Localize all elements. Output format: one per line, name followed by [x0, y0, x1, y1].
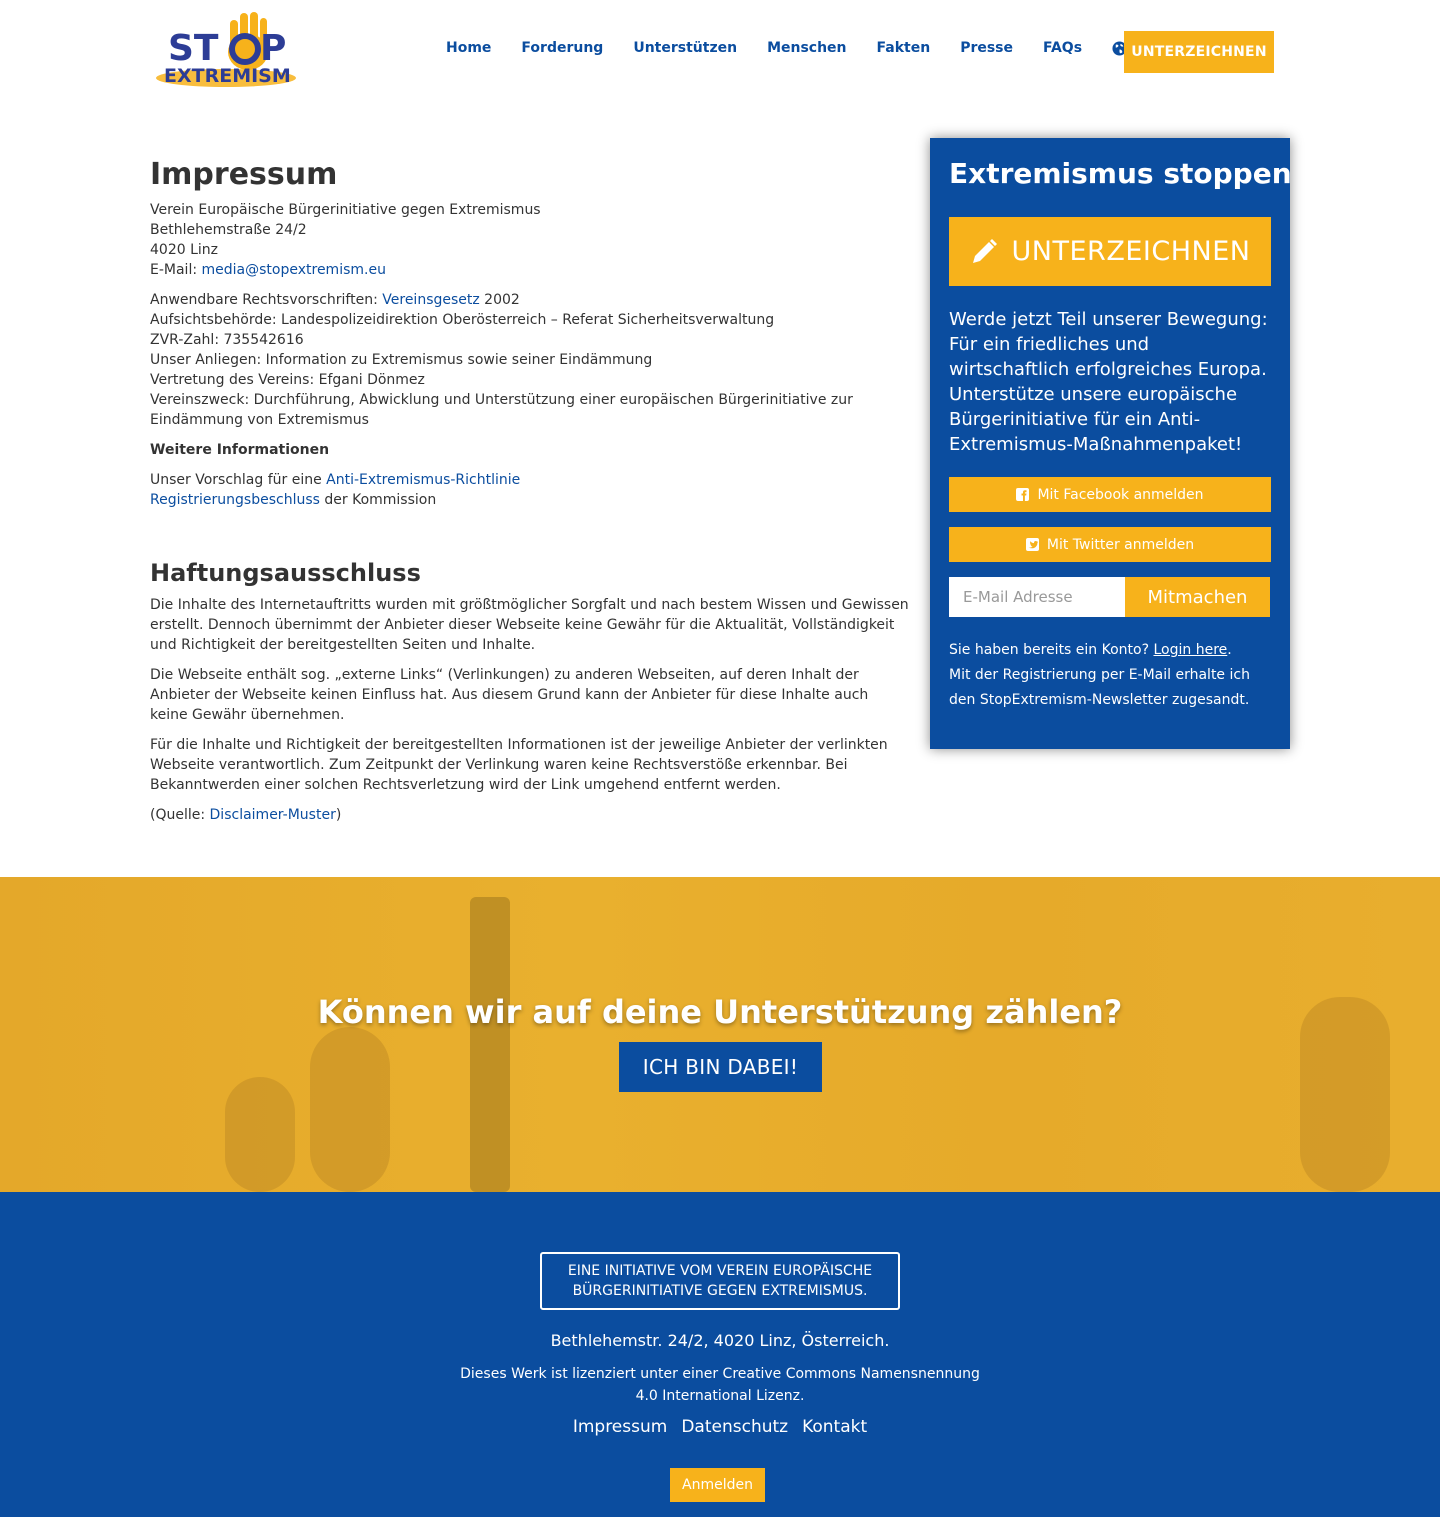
city: 4020 Linz: [150, 242, 218, 258]
banner-headline: Können wir auf deine Unterstützung zählen?: [317, 993, 1123, 1031]
nav-unterstuetzen[interactable]: Unterstützen: [633, 40, 738, 56]
nav-faqs[interactable]: FAQs: [1043, 40, 1083, 56]
disclaimer-paragraph-1: Die Inhalte des Internetauftritts wurden mit größtmöglicher Sorgfalt und nach bestem Wissen und Gewissen erstellt. Dennoch übernimmt der Anbieter dieser Webseite keine Gewähr für die Aktualität, Vollständigkeit und Richtigkeit der bereitgestellten Seiten und Inhalte.: [150, 597, 909, 653]
main-nav: [446, 40, 1172, 56]
disclaimer-title: Haftungsausschluss: [150, 559, 421, 587]
account-prefix: Sie haben bereits ein Konto?: [949, 642, 1154, 658]
sidebar-sign-button[interactable]: [949, 217, 1271, 286]
sidebar-text: Werde jetzt Teil unserer Bewegung: Für ein friedliches und wirtschaftlich erfolgreiches Europa. Unterstütze unsere europäische Bürgerinitiative für ein Anti-Extremismus-Maßnahmenpaket!: [949, 309, 1268, 455]
twitter-icon: [1026, 538, 1039, 551]
disclaimer-paragraph-2: Die Webseite enthält sog. „externe Links“ (Verlinkungen) zu anderen Webseiten, auf deren Inhalt der Anbieter der Webseite keinen Einfluss hat. Aus diesem Grund kann der Anbieter für diese Inhalte auch keine Gewähr übernehmen.: [150, 667, 869, 723]
nav-forderung[interactable]: Forderung: [521, 40, 604, 56]
more-info-links: [150, 470, 910, 510]
nav-presse[interactable]: Presse: [960, 40, 1014, 56]
footer-link-datenschutz[interactable]: Datenschutz: [681, 1417, 789, 1437]
footer-login-button[interactable]: Anmelden: [670, 1468, 765, 1502]
sidebar-footnote: [949, 638, 1271, 713]
email-signup-form: [949, 577, 1271, 617]
initiative-box: EINE INITIATIVE VOM VEREIN EUROPÄISCHE BÜRGERINITIATIVE GEGEN EXTREMISMUS.: [540, 1252, 900, 1310]
email-label: E-Mail:: [150, 262, 202, 278]
vereinsgesetz-link[interactable]: Vereinsgesetz: [382, 292, 480, 308]
hand-logo-icon: [152, 8, 302, 90]
nav-fakten[interactable]: Fakten: [876, 40, 931, 56]
page-title: Impressum: [150, 157, 338, 192]
registration-suffix: der Kommission: [319, 492, 437, 508]
svg-text:EXTREMISM: EXTREMISM: [164, 65, 291, 87]
footer-address: Bethlehemstr. 24/2, 4020 Linz, Österreich.: [550, 1331, 890, 1350]
authority: Aufsichtsbehörde: Landespolizeidirektion Oberösterreich – Referat Sicherheitsverwaltung: [150, 312, 775, 328]
directive-link[interactable]: Anti-Extremismus-Richtlinie: [326, 472, 521, 488]
facebook-login-button[interactable]: [949, 477, 1271, 512]
footer-link-impressum[interactable]: Impressum: [572, 1417, 668, 1437]
sidebar-title: Extremismus stoppen: [949, 157, 1292, 190]
proposal-prefix: Unser Vorschlag für eine: [150, 472, 327, 488]
header-sign-button[interactable]: UNTERZEICHNEN: [1124, 31, 1274, 73]
signup-sidebar: [930, 138, 1290, 749]
source-suffix: ): [335, 807, 342, 823]
join-button[interactable]: Mitmachen: [1125, 577, 1270, 617]
law-label: Anwendbare Rechtsvorschriften:: [150, 292, 383, 308]
email-input[interactable]: [949, 577, 1125, 617]
facebook-login-label: Mit Facebook anmelden: [1037, 486, 1204, 503]
newsletter-note: Mit der Registrierung per E-Mail erhalte ich den StopExtremism-Newsletter zugesandt.: [949, 667, 1250, 708]
banner-background-shape: [470, 897, 510, 1192]
footer-link-kontakt[interactable]: Kontakt: [802, 1417, 868, 1437]
street: Bethlehemstraße 24/2: [150, 222, 307, 238]
sidebar-sign-label: UNTERZEICHNEN: [1011, 236, 1251, 267]
registration-link[interactable]: Registrierungsbeschluss: [150, 492, 320, 508]
site-header: [0, 0, 1440, 105]
more-info-heading: Weitere Informationen: [150, 442, 330, 458]
site-footer: [0, 1192, 1440, 1517]
footer-links: [0, 1417, 1440, 1437]
nav-menschen[interactable]: Menschen: [767, 40, 847, 56]
svg-text:ST: ST: [168, 28, 219, 69]
login-link[interactable]: Login here: [1153, 642, 1228, 658]
facebook-icon: [1016, 488, 1029, 501]
twitter-login-button[interactable]: [949, 527, 1271, 562]
support-banner: [0, 877, 1440, 1192]
impressum-address: [150, 200, 910, 280]
representation: Vertretung des Vereins: Efgani Dönmez: [150, 372, 425, 388]
site-logo[interactable]: [152, 8, 302, 90]
account-suffix: .: [1227, 642, 1232, 658]
law-year: 2002: [479, 292, 520, 308]
email-link[interactable]: media@stopextremism.eu: [201, 262, 386, 278]
disclaimer-source-link[interactable]: Disclaimer-Muster: [209, 807, 336, 823]
banner-background-figure-left-2: [225, 1077, 295, 1192]
zvr-number: ZVR-Zahl: 735542616: [150, 332, 304, 348]
license-text: Dieses Werk ist lizenziert unter einer Creative Commons Namensnennung 4.0 International Lizenz.: [460, 1366, 980, 1404]
svg-text:P: P: [260, 28, 287, 69]
association-purpose: Vereinszweck: Durchführung, Abwicklung und Unterstützung einer europäischen Bürgerinitiative zur Eindämmung von Extremismus: [150, 392, 853, 428]
banner-join-button[interactable]: ICH BIN DABEI!: [619, 1042, 822, 1092]
banner-background-figure-left: [310, 1027, 390, 1192]
main-content: [150, 155, 910, 835]
source-prefix: (Quelle:: [150, 807, 210, 823]
concern: Unser Anliegen: Information zu Extremismus sowie seiner Eindämmung: [150, 352, 653, 368]
nav-home[interactable]: Home: [446, 40, 492, 56]
legal-info: [150, 290, 910, 430]
disclaimer-source: [150, 805, 910, 825]
pencil-icon: [970, 238, 998, 266]
org-name: Verein Europäische Bürgerinitiative gegen Extremismus: [150, 202, 541, 218]
twitter-login-label: Mit Twitter anmelden: [1046, 536, 1195, 553]
disclaimer-paragraph-3: Für die Inhalte und Richtigkeit der bereitgestellten Informationen ist der jeweilige Anbieter der verlinkten Webseite verantwortlich. Zum Zeitpunkt der Verlinkung waren keine Rechtsverstöße erkennbar. Bei Bekanntwerden einer solchen Rechtsverletzung wird der Link umgehend entfernt werden.: [150, 737, 888, 793]
